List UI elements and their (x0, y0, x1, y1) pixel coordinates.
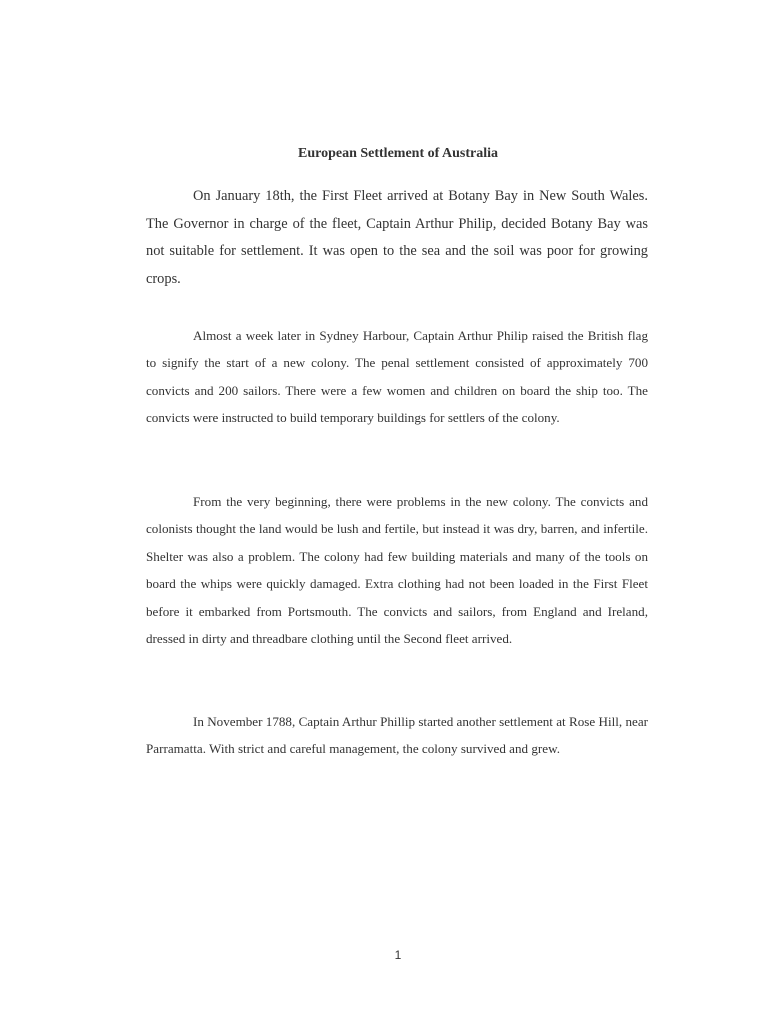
paragraph-first-fleet-arrival: On January 18th, the First Fleet arrived at Botany Bay in New South Wales. The Governor in charge of the fleet, Captain Arthur Philip, decided Botany Bay was not suitable for settlement. It was open to the sea and the soil was poor for growing crops. (146, 188, 648, 287)
paragraph-sydney-harbour: Almost a week later in Sydney Harbour, Captain Arthur Philip raised the British flag to signify the start of a new colony. The penal settlement consisted of approximately 700 convicts and 200 sailors. There were a few women and children on board the ship too. The convicts were instructed to build temporary buildings for settlers of the colony. (146, 328, 648, 426)
document-title: European Settlement of Australia (297, 146, 498, 161)
paragraph-colony-problems: From the very beginning, there were problems in the new colony. The convicts and colonists thought the land would be lush and fertile, but instead it was dry, barren, and infertile. Shelter was also a problem. The colony had few building materials and many of the tools on board the whips were quickly damaged. Extra clothing had not been loaded in the First Fleet before it embarked from Portsmouth. The convicts and sailors, from England and Ireland, dressed in dirty and threadbare clothing until the Second fleet arrived. (146, 494, 648, 647)
paragraph-rose-hill: In November 1788, Captain Arthur Phillip started another settlement at Rose Hill, near Parramatta. With strict and careful management, the colony survived and grew. (146, 714, 648, 757)
page-number: 1 (394, 948, 402, 962)
